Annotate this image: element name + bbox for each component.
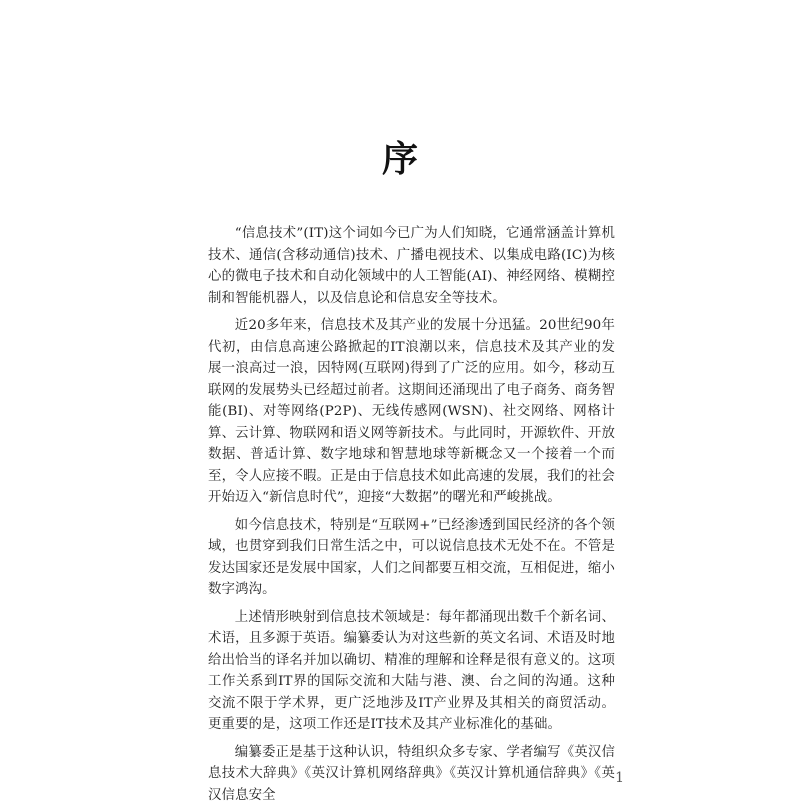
preface-body xyxy=(208,223,615,806)
paragraph-2: 近20多年来，信息技术及其产业的发展十分迅猛。20世纪90年代初，由信息高速公路掀起的IT浪潮以来，信息技术及其产业的发展一浪高过一浪，因特网(互联网)得到了广泛的应用。如今，移动互联网的发展势头已经超过前者。这期间还涌现出了电子商务、商务智能(BI)、对等网络(P2P)、无线传感网(WSN)、社交网络、网格计算、云计算、物联网和语义网等新技术。与此同时，开源软件、开放数据、普适计算、数字地球和智慧地球等新概念又一个接着一个而至，令人应接不暇。正是由于信息技术如此高速的发展，我们的社会开始迈入“新信息时代”，迎接“大数据”的曙光和严峻挑战。 xyxy=(208,315,615,509)
page-title: 序 xyxy=(0,140,800,180)
paragraph-3: 如今信息技术，特别是“互联网+”已经渗透到国民经济的各个领域，也贯穿到我们日常生活之中，可以说信息技术无处不在。不管是发达国家还是发展中国家，人们之间都要互相交流，互相促进，缩小数字鸿沟。 xyxy=(208,515,615,601)
paragraph-5: 编纂委正是基于这种认识，特组织众多专家、学者编写《英汉信息技术大辞典》《英汉计算机网络辞典》《英汉计算机通信辞典》《英汉信息安全 xyxy=(208,742,615,806)
paragraph-1: “信息技术”(IT)这个词如今已广为人们知晓，它通常涵盖计算机技术、通信(含移动通信)技术、广播电视技术、以集成电路(IC)为核心的微电子技术和自动化领域中的人工智能(AI)、神经网络、模糊控制和智能机器人，以及信息论和信息安全等技术。 xyxy=(208,223,615,309)
paragraph-4: 上述情形映射到信息技术领域是：每年都涌现出数千个新名词、术语，且多源于英语。编纂委认为对这些新的英文名词、术语及时地给出恰当的译名并加以确切、精准的理解和诠释是很有意义的。这项工作关系到IT界的国际交流和大陆与港、澳、台之间的沟通。这种交流不限于学术界，更广泛地涉及IT产业界及其相关的商贸活动。更重要的是，这项工作还是IT技术及其产业标准化的基础。 xyxy=(208,607,615,736)
page-number: 1 xyxy=(604,770,624,786)
